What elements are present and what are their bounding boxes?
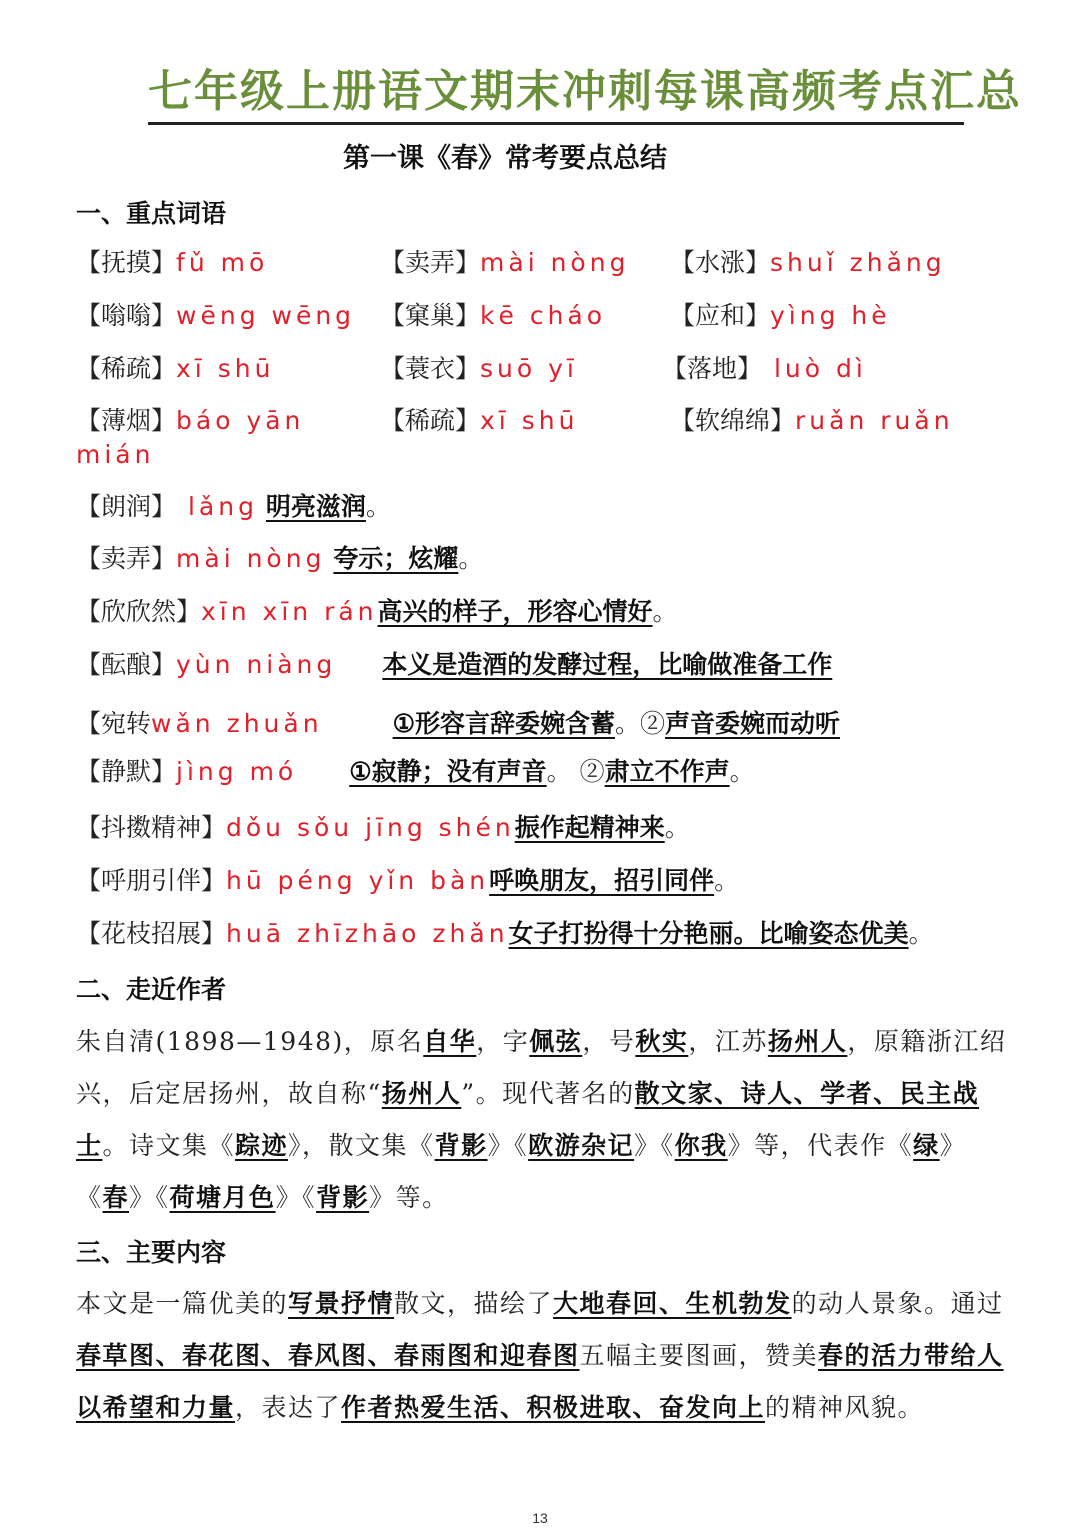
def-pinyin: lǎng	[176, 492, 258, 521]
vocab-word: 【水涨】	[670, 248, 771, 277]
definition-row	[76, 542, 483, 576]
vocab-item	[380, 299, 606, 333]
vocab-word: 【嗡嗡】	[76, 301, 177, 330]
key-term: 佩弦	[529, 1027, 583, 1056]
vocab-word: 【蓑衣】	[380, 354, 481, 383]
vocab-pinyin: kē cháo	[480, 301, 607, 330]
key-term: 春的活力带给人以希望和力量	[76, 1341, 1004, 1422]
def-meaning: ①寂静；没有声音	[349, 757, 547, 786]
vocab-pinyin: ruǎn ruǎn	[795, 406, 954, 435]
text: 》《	[275, 1183, 317, 1212]
vocab-pinyin: suō yī	[480, 354, 578, 383]
text: ，原籍浙江绍兴，后定居扬州，故自称“	[76, 1027, 1007, 1108]
vocab-pinyin: wēng wēng	[176, 301, 356, 330]
def-word: 【朗润】	[76, 492, 177, 521]
vocab-word: 【薄烟】	[76, 406, 177, 435]
key-term: 秋实	[635, 1027, 689, 1056]
lesson-subtitle: 第一课《春》常考要点总结	[343, 143, 667, 174]
text: 。诗文集《	[102, 1131, 236, 1160]
def-word: 【酝酿】	[76, 650, 177, 679]
def-end: 。	[365, 492, 391, 521]
def-end: 。	[664, 813, 690, 842]
def-word: 【卖弄】	[76, 544, 177, 573]
text: ，号	[582, 1027, 636, 1056]
text: 》，散文集《	[288, 1131, 435, 1160]
definition-row	[76, 917, 934, 951]
vocab-item	[662, 352, 867, 386]
definition-row	[76, 864, 739, 898]
text: 》等。	[369, 1183, 449, 1212]
vocab-item	[670, 246, 946, 280]
vocab-word: 【软绵绵】	[670, 406, 796, 435]
vocab-word: 【稀疏】	[380, 406, 481, 435]
vocab-item	[76, 404, 304, 438]
key-term: 扬州人	[767, 1027, 848, 1056]
section-heading-vocabulary: 一、重点词语	[76, 199, 227, 228]
def-end: 。	[908, 919, 934, 948]
vocab-item	[380, 404, 578, 438]
vocab-pinyin: mián	[76, 440, 155, 469]
key-term: 背影	[434, 1131, 488, 1160]
key-term: 你我	[674, 1131, 728, 1160]
text: 五幅主要图画，赞美	[579, 1341, 819, 1370]
key-term: 写景抒情	[288, 1289, 395, 1318]
def-word: 【静默】	[76, 757, 177, 786]
key-term: 背影	[316, 1183, 370, 1212]
text: 》等，代表作《	[727, 1131, 914, 1160]
content-paragraph	[76, 1278, 1018, 1434]
def-pinyin: hū péng yǐn bàn	[226, 866, 490, 895]
text: 的动人景象。通过	[791, 1289, 1004, 1318]
vocab-item	[380, 246, 629, 280]
vocab-pinyin: shuǐ zhǎng	[770, 248, 946, 277]
def-end: 。	[714, 866, 740, 895]
def-meaning: 夸示；炫耀	[333, 544, 459, 573]
vocab-pinyin: yìng hè	[770, 301, 891, 330]
key-term: 扬州人	[381, 1079, 462, 1108]
vocab-word: 【窠巢】	[380, 301, 481, 330]
vocab-pinyin: luò dì	[762, 354, 867, 383]
vocab-item	[380, 352, 578, 386]
def-meaning: 本义是造酒的发酵过程，比喻做准备工作	[382, 650, 833, 679]
def-pinyin: mài nòng	[176, 544, 326, 573]
def-end: 。	[458, 544, 484, 573]
vocab-word: 【稀疏】	[76, 354, 177, 383]
def-sep: 。 ②	[546, 757, 605, 786]
vocab-item	[670, 404, 954, 438]
def-meaning: 明亮滋润	[265, 492, 366, 521]
vocab-pinyin: xī shū	[176, 354, 275, 383]
vocab-row-wrap	[76, 438, 154, 472]
vocab-word: 【抚摸】	[76, 248, 177, 277]
def-meaning: 振作起精神来	[514, 813, 665, 842]
key-term: 自华	[423, 1027, 477, 1056]
def-word: 【呼朋引伴】	[76, 866, 227, 895]
def-meaning: 肃立不作声	[604, 757, 730, 786]
def-meaning: 女子打扮得十分艳丽。比喻姿态优美	[508, 919, 909, 948]
def-word: 【宛转	[76, 709, 152, 738]
def-end: 。	[729, 757, 755, 786]
key-term: 踪迹	[235, 1131, 289, 1160]
text: ”。现代著名的	[461, 1079, 635, 1108]
def-word: 【欣欣然】	[76, 597, 202, 626]
vocab-word: 【落地】	[662, 354, 763, 383]
text: ，字	[476, 1027, 530, 1056]
text: 》《	[76, 1131, 967, 1212]
text: 朱自清(1898—1948)，原名	[76, 1027, 424, 1056]
vocab-pinyin: mài nòng	[480, 248, 630, 277]
def-meaning: 呼唤朋友，招引同伴	[489, 866, 715, 895]
text: 本文是一篇优美的	[76, 1289, 289, 1318]
def-meaning: 声音委婉而动听	[665, 709, 841, 738]
key-term: 荷塘月色	[169, 1183, 276, 1212]
def-pinyin: xīn xīn rán	[201, 597, 378, 626]
definition-row	[76, 707, 840, 741]
key-term: 春草图、春花图、春风图、春雨图和迎春图	[76, 1341, 580, 1370]
vocab-item	[76, 352, 274, 386]
section-heading-content: 三、主要内容	[76, 1238, 227, 1267]
definition-row	[76, 490, 391, 524]
author-paragraph	[76, 1016, 1018, 1224]
text: 》《	[487, 1131, 529, 1160]
page-number: 13	[532, 1510, 548, 1526]
text: ，表达了	[235, 1393, 342, 1422]
key-term: 春	[102, 1183, 130, 1212]
def-word: 【花枝招展】	[76, 919, 227, 948]
def-word: 【抖擞精神】	[76, 813, 227, 842]
def-pinyin: dǒu sǒu jīng shén	[226, 813, 515, 842]
text: 》《	[129, 1183, 170, 1212]
def-meaning: ①形容言辞委婉含蓄	[392, 709, 615, 738]
def-pinyin: wǎn zhuǎn	[151, 709, 323, 738]
def-pinyin: yùn niàng	[176, 650, 337, 679]
definition-row	[76, 755, 755, 789]
def-pinyin: jìng mó	[176, 757, 298, 786]
key-term: 欧游杂记	[528, 1131, 635, 1160]
def-meaning: 高兴的样子，形容心情好	[377, 597, 653, 626]
text: 》《	[634, 1131, 675, 1160]
key-term: 绿	[913, 1131, 940, 1160]
vocab-word: 【卖弄】	[380, 248, 481, 277]
definition-row	[76, 595, 678, 629]
vocab-pinyin: báo yān	[176, 406, 305, 435]
vocab-item	[670, 299, 891, 333]
key-term: 散文家、诗人、学者、民主战士	[76, 1079, 980, 1160]
page-title: 七年级上册语文期末冲刺每课高频考点汇总	[148, 64, 964, 125]
vocab-word: 【应和】	[670, 301, 771, 330]
vocab-item	[76, 246, 268, 280]
section-heading-author: 二、走近作者	[76, 975, 227, 1004]
def-pinyin: huā zhīzhāo zhǎn	[226, 919, 509, 948]
definition-row	[76, 648, 832, 682]
text: 的精神风貌。	[765, 1393, 925, 1422]
vocab-pinyin: xī shū	[480, 406, 579, 435]
key-term: 大地春回、生机勃发	[553, 1289, 792, 1318]
vocab-pinyin: fǔ mō	[176, 248, 269, 277]
definition-row	[76, 811, 690, 845]
vocab-item	[76, 299, 355, 333]
key-term: 作者热爱生活、积极进取、奋发向上	[341, 1393, 766, 1422]
def-end: 。	[652, 597, 678, 626]
def-sep: 。②	[614, 709, 665, 738]
text: ，江苏	[688, 1027, 768, 1056]
text: 散文，描绘了	[394, 1289, 554, 1318]
